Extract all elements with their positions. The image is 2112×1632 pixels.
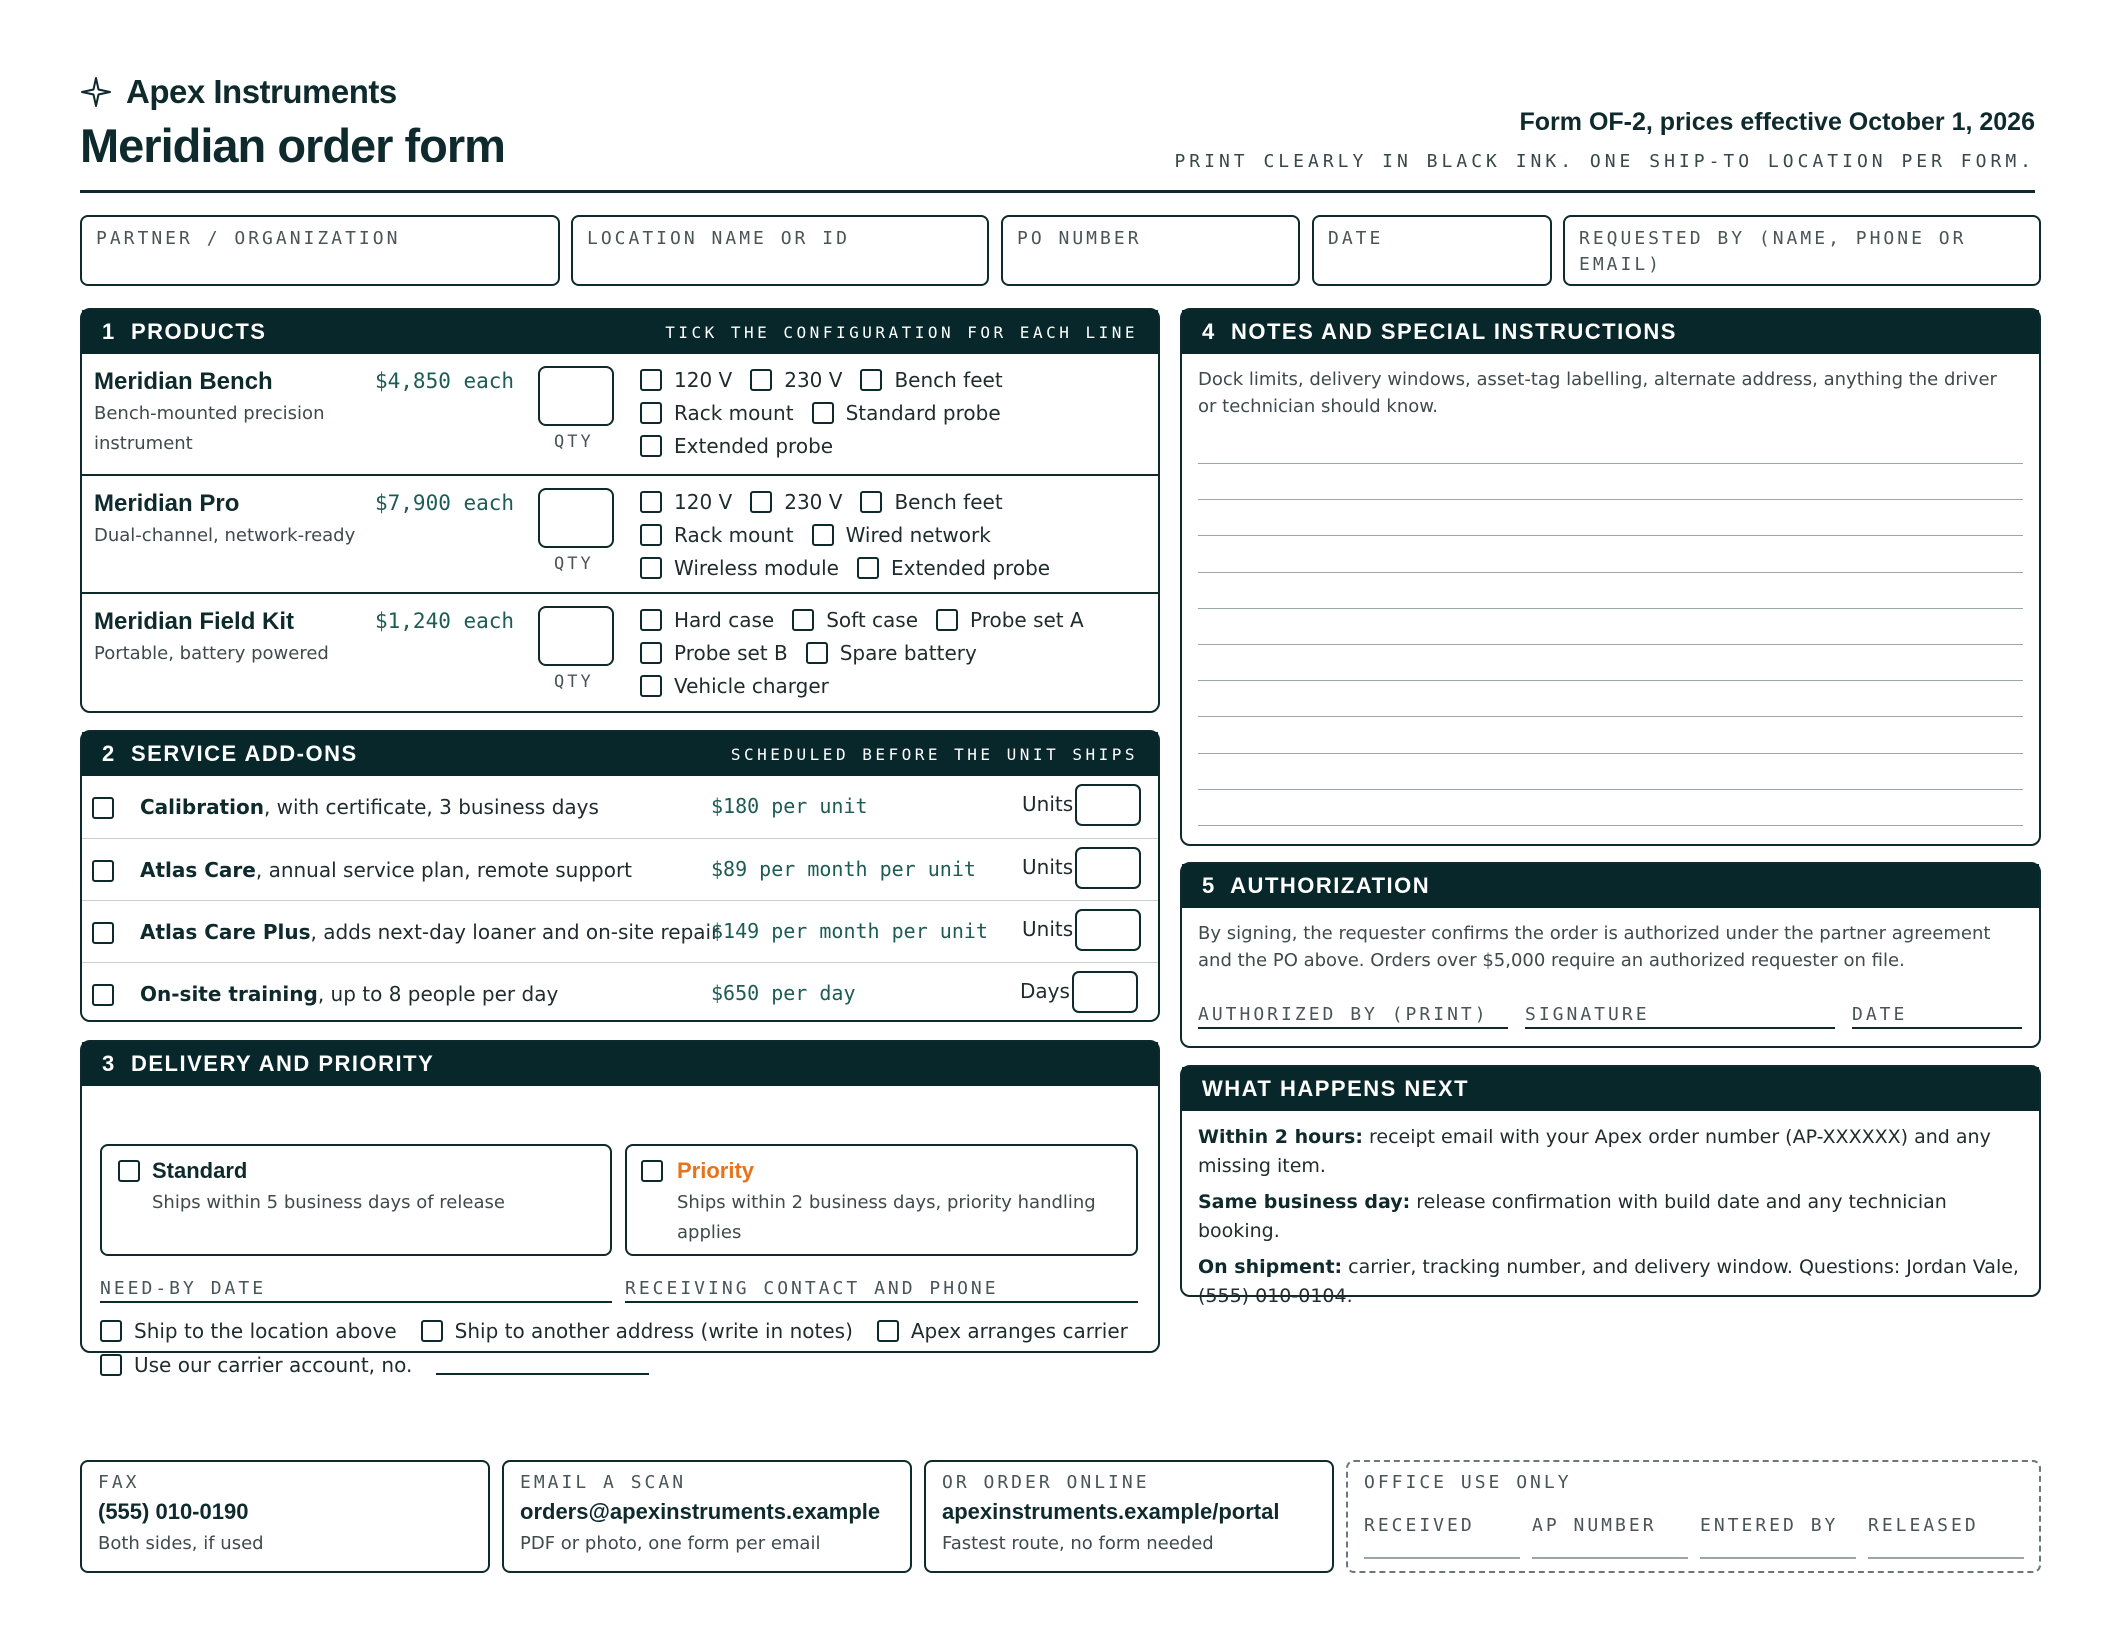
option-checkbox[interactable] [640,642,662,664]
priority-desc: Ships within 2 business days, priority handling applies [677,1192,1096,1243]
products-rows [82,354,1158,715]
ship-option-apex-arranges-carrier[interactable] [877,1319,1128,1343]
fax-box [80,1460,490,1573]
delivery-num: 3 [102,1051,116,1076]
option-label: Probe set A [970,608,1084,632]
service-price: $180 per unit [711,794,868,818]
option-soft-case[interactable] [792,608,918,632]
carrier-account-option[interactable] [100,1353,649,1377]
option-rack-mount[interactable] [640,401,794,425]
option-bench-feet[interactable] [860,490,1002,514]
brand [80,73,397,111]
notes-header [1182,310,2039,354]
requested-by-label: REQUESTED BY (NAME, PHONE OR EMAIL) [1579,228,1967,275]
option-checkbox[interactable] [640,609,662,631]
carrier-account-checkbox[interactable] [100,1354,122,1376]
po-number-field[interactable] [1001,215,1300,286]
next-title: WHAT HAPPENS NEXT [1202,1076,1470,1101]
option-label: Rack mount [674,523,794,547]
option-checkbox[interactable] [750,369,772,391]
option-label: Spare battery [839,641,977,665]
authorization-date-line[interactable]: DATE [1852,1004,2022,1029]
service-detail: , with certificate, 3 business days [263,795,599,819]
signature-line[interactable]: SIGNATURE [1525,1004,1835,1029]
service-unit-input[interactable] [1075,847,1141,889]
option-label: Wireless module [674,556,839,580]
product-price: $7,900 each [375,491,515,515]
service-row [82,962,1158,1024]
note-line [1198,789,2023,790]
service-name: Atlas Care Plus [140,920,311,944]
option-hard-case[interactable] [640,608,774,632]
authorization-text: By signing, the requester confirms the order is authorized under the partner agreement and the PO above. Orders over $5,000 require an authorized requester on file. [1198,923,1991,971]
option-spare-battery[interactable] [806,641,977,665]
service-detail: , adds next-day loaner and on-site repair [310,920,720,944]
option-label: Wired network [845,523,991,547]
next-item-lead: On shipment: [1198,1256,1343,1278]
online-note: Fastest route, no form needed [942,1533,1214,1554]
next-item [1198,1123,2023,1181]
header-rule [80,190,2035,193]
ship-option-label: Ship to the location above [134,1319,397,1343]
option-standard-probe[interactable] [812,401,1001,425]
po-number-label: PO NUMBER [1017,228,1142,249]
online-box [924,1460,1334,1573]
next-item-lead: Same business day: [1198,1191,1411,1213]
product-row [82,354,1158,474]
next-header [1182,1067,2039,1111]
option-line [640,523,991,547]
product-name: Meridian Pro [94,490,240,517]
service-checkbox[interactable] [92,922,114,944]
option-checkbox[interactable] [750,491,772,513]
option-label: Bench feet [894,368,1003,392]
qty-input[interactable] [538,606,614,666]
service-row [82,900,1158,962]
service-unit-input[interactable] [1075,909,1141,951]
service-price: $89 per month per unit [711,857,976,881]
option-line [640,641,977,665]
form-id: Form OF-2, prices effective October 1, 2026 [1519,108,2035,136]
option-checkbox[interactable] [806,642,828,664]
service-unit-label: Days [1020,979,1070,1003]
option-230-v[interactable] [750,490,842,514]
print-note: PRINT CLEARLY IN BLACK INK. ONE SHIP-TO LOCATION PER FORM. [1174,151,2035,172]
delivery-panel [80,1040,1160,1377]
option-checkbox[interactable] [640,402,662,424]
location-field[interactable] [571,215,989,286]
service-unit-label: Units [1022,792,1074,816]
carrier-account-line[interactable] [436,1373,649,1375]
products-num: 1 [102,319,116,344]
brand-name: Apex Instruments [126,73,397,110]
option-checkbox[interactable] [640,524,662,546]
note-line [1198,535,2023,536]
option-checkbox[interactable] [640,435,662,457]
service-description [140,920,719,944]
ship-option-checkbox[interactable] [421,1320,443,1342]
service-row [82,838,1158,900]
option-line [640,434,833,458]
option-vehicle-charger[interactable] [640,674,829,698]
option-label: Extended probe [891,556,1051,580]
option-extended-probe[interactable] [857,556,1050,580]
note-line [1198,753,2023,754]
option-label: Bench feet [894,490,1003,514]
products-subtitle: TICK THE CONFIGURATION FOR EACH LINE [665,322,1138,342]
option-checkbox[interactable] [812,402,834,424]
option-line [640,674,829,698]
option-label: 120 V [674,490,733,514]
email-address[interactable]: orders@apexinstruments.example [520,1499,881,1524]
date-label: DATE [1328,228,1384,249]
next-items [1182,1111,2039,1330]
services-subtitle: SCHEDULED BEFORE THE UNIT SHIPS [730,744,1138,764]
need-by-date-line[interactable]: NEED-BY DATE [100,1278,612,1303]
option-wired-network[interactable] [812,523,991,547]
delivery-title: DELIVERY AND PRIORITY [130,1051,435,1076]
office-use-box [1346,1460,2041,1573]
option-checkbox[interactable] [812,524,834,546]
service-price: $650 per day [711,981,856,1005]
service-detail: , up to 8 people per day [317,982,559,1006]
note-line [1198,644,2023,645]
authorization-body [1182,908,2039,1050]
note-line [1198,680,2023,681]
ship-option-label: Ship to another address (write in notes) [454,1319,853,1343]
option-checkbox[interactable] [860,491,882,513]
service-name: Calibration [140,795,264,819]
product-name: Meridian Bench [94,368,273,395]
product-price: $1,240 each [375,609,515,633]
products-title: PRODUCTS [130,319,267,344]
ship-option-ship-to-another-address-write-[interactable] [421,1319,853,1343]
priority-option[interactable] [625,1144,1138,1256]
option-label: 120 V [674,368,733,392]
notes-title: NOTES AND SPECIAL INSTRUCTIONS [1230,319,1677,344]
product-name: Meridian Field Kit [94,608,295,635]
authorization-header [1182,864,2039,908]
authorized-by-line[interactable]: AUTHORIZED BY (PRINT) [1198,1004,1508,1029]
email-label: EMAIL A SCAN [520,1472,687,1493]
next-item-text: receipt email with your Apex order number (AP-XXXXXX) and any missing item. [1198,1126,1991,1177]
ship-option-ship-to-the-location-above[interactable] [100,1319,397,1343]
product-desc: Dual-channel, network-ready [94,525,356,546]
qty-input[interactable] [538,488,614,548]
option-checkbox[interactable] [936,609,958,631]
fax-note: Both sides, if used [98,1533,264,1554]
next-item [1198,1188,2023,1246]
services-header [82,732,1158,776]
option-checkbox[interactable] [640,557,662,579]
option-line [640,401,1001,425]
product-row [82,592,1158,715]
product-desc: Portable, battery powered [94,643,329,664]
fax-number: (555) 010-0190 [98,1499,249,1524]
option-label: 230 V [784,368,843,392]
partner-label: PARTNER / ORGANIZATION [96,228,401,249]
option-label: Vehicle charger [674,674,829,698]
next-item-text: carrier, tracking number, and delivery window. Questions: Jordan Vale, (555) 010-0104. [1198,1256,2019,1307]
option-checkbox[interactable] [792,609,814,631]
authorization-title: AUTHORIZATION [1230,873,1431,898]
priority-checkbox[interactable] [641,1160,663,1182]
option-line [640,608,1084,632]
delivery-header [82,1042,1158,1086]
option-label: Extended probe [674,434,834,458]
services-title: SERVICE ADD-ONS [130,741,358,766]
option-line [640,368,1003,392]
ship-options [100,1319,1128,1343]
service-checkbox[interactable] [92,797,114,819]
carrier-account-label: Use our carrier account, no. [134,1353,413,1377]
note-line [1198,608,2023,609]
services-rows [82,776,1158,1024]
office-label: OFFICE USE ONLY [1364,1472,1572,1493]
qty-input[interactable] [538,366,614,426]
products-panel [80,308,1160,713]
option-wireless-module[interactable] [640,556,839,580]
standard-name: Standard [152,1158,248,1183]
page-title: Meridian order form [80,119,505,172]
option-probe-set-b[interactable] [640,641,788,665]
option-extended-probe[interactable] [640,434,833,458]
date-field[interactable] [1312,215,1552,286]
option-line [640,556,1050,580]
location-label: LOCATION NAME OR ID [587,228,850,249]
standard-desc: Ships within 5 business days of release [152,1192,505,1213]
products-header [82,310,1158,354]
service-unit-input[interactable] [1075,784,1141,826]
receiving-contact-line[interactable]: RECEIVING CONTACT AND PHONE [625,1278,1138,1303]
authorization-num: 5 [1202,873,1216,898]
service-name: Atlas Care [140,858,256,882]
office-field-entered-by[interactable]: ENTERED BY [1700,1515,1856,1559]
ship-option-label: Apex arranges carrier [910,1319,1128,1343]
option-label: Probe set B [674,641,788,665]
notes-body[interactable] [1182,354,2039,848]
note-line [1198,463,2023,464]
four-point-star-icon [80,76,112,108]
online-url[interactable]: apexinstruments.example/portal [942,1499,1280,1524]
services-num: 2 [102,741,116,766]
email-box [502,1460,912,1573]
standard-option[interactable] [100,1144,612,1256]
online-label: OR ORDER ONLINE [942,1472,1150,1493]
services-panel [80,730,1160,1022]
option-line [640,490,1003,514]
option-label: Hard case [674,608,775,632]
product-price: $4,850 each [375,369,515,393]
next-item [1198,1253,2023,1311]
option-checkbox[interactable] [860,369,882,391]
office-field-released[interactable]: RELEASED [1868,1515,2024,1559]
service-unit-input[interactable] [1072,971,1138,1013]
option-label: Rack mount [674,401,794,425]
qty-label: QTY [554,432,594,452]
office-field-received[interactable]: RECEIVED [1364,1515,1520,1559]
service-description [140,795,599,819]
service-description [140,858,632,882]
standard-checkbox[interactable] [118,1160,140,1182]
option-checkbox[interactable] [640,491,662,513]
note-line [1198,825,2023,826]
product-row [82,474,1158,592]
service-description [140,982,558,1006]
service-price: $149 per month per unit [711,919,988,943]
priority-name: Priority [677,1158,755,1183]
note-line [1198,716,2023,717]
fax-label: FAX [98,1472,140,1493]
option-bench-feet[interactable] [860,368,1002,392]
option-120-v[interactable] [640,490,732,514]
option-label: Soft case [826,608,918,632]
next-panel [1180,1065,2041,1307]
option-checkbox[interactable] [640,675,662,697]
service-name: On-site training [140,982,318,1006]
notes-panel [1180,308,2041,846]
option-label: 230 V [784,490,843,514]
option-checkbox[interactable] [640,369,662,391]
option-rack-mount[interactable] [640,523,794,547]
office-field-ap-number[interactable]: AP NUMBER [1532,1515,1688,1559]
option-label: Standard probe [845,401,1001,425]
service-unit-label: Units [1022,917,1074,941]
option-probe-set-a[interactable] [936,608,1084,632]
option-120-v[interactable] [640,368,732,392]
ship-option-checkbox[interactable] [100,1320,122,1342]
note-line [1198,499,2023,500]
authorization-panel [1180,862,2041,1048]
option-checkbox[interactable] [857,557,879,579]
requested-by-field[interactable] [1563,215,2041,286]
option-230-v[interactable] [750,368,842,392]
service-detail: , annual service plan, remote support [255,858,633,882]
next-item-text: release confirmation with build date and any technician booking. [1198,1191,1947,1242]
delivery-body [82,1086,1158,1377]
email-note: PDF or photo, one form per email [520,1533,821,1554]
ship-option-checkbox[interactable] [877,1320,899,1342]
service-checkbox[interactable] [92,984,114,1006]
note-line [1198,572,2023,573]
service-unit-label: Units [1022,855,1074,879]
product-desc: Bench-mounted precision instrument [94,403,325,454]
qty-label: QTY [554,554,594,574]
next-item-lead: Within 2 hours: [1198,1126,1363,1148]
notes-hint: Dock limits, delivery windows, asset-tag labelling, alternate address, anything the driver or technician should know. [1198,369,1997,417]
partner-field[interactable] [80,215,560,286]
service-checkbox[interactable] [92,860,114,882]
service-row [82,776,1158,838]
qty-label: QTY [554,672,594,692]
notes-num: 4 [1202,319,1216,344]
